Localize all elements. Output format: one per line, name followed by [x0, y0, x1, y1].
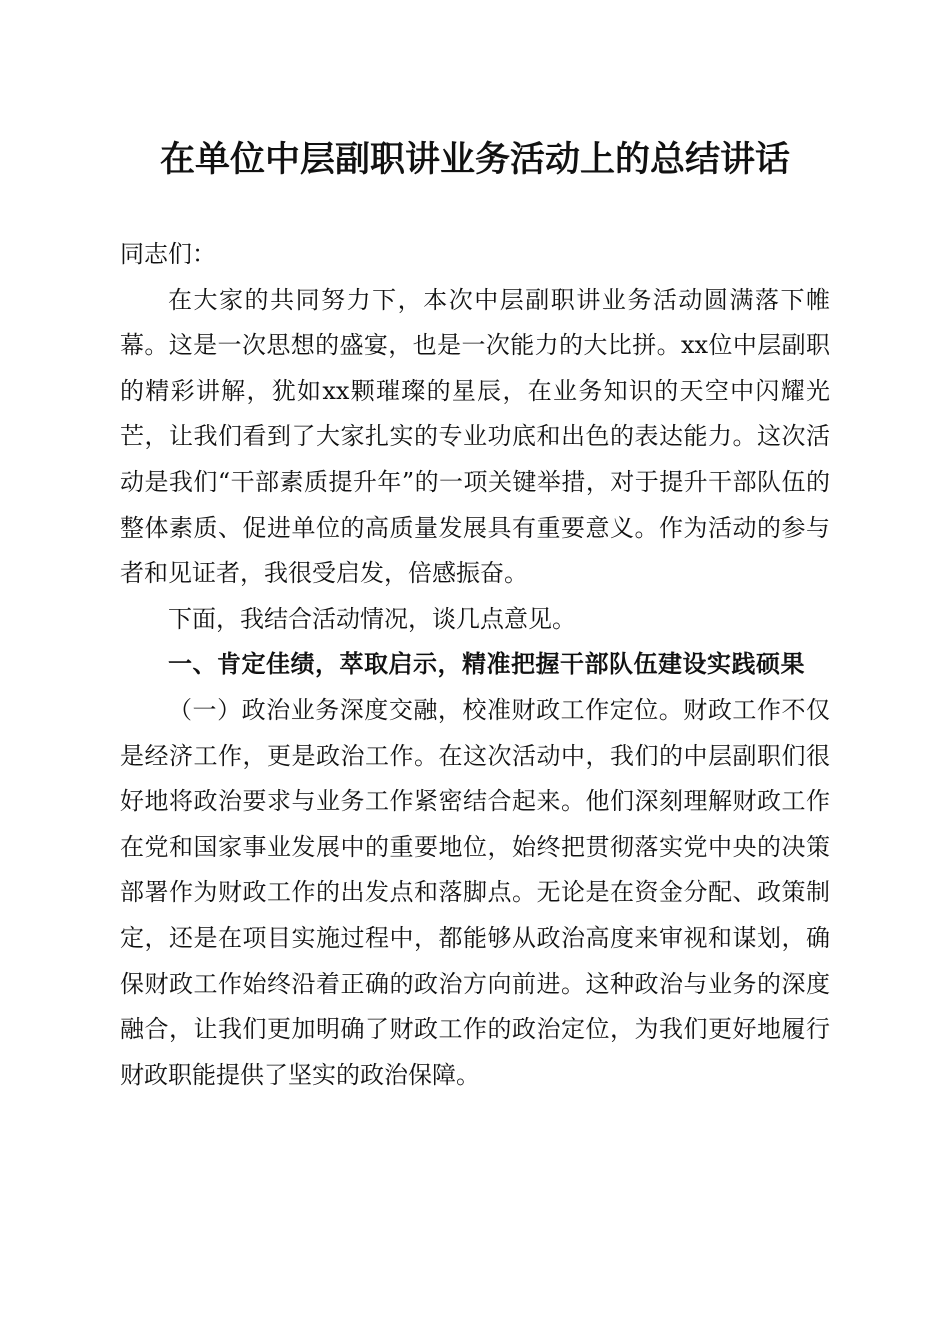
document-body [120, 232, 830, 1098]
paragraph-intro: 在大家的共同努力下，本次中层副职讲业务活动圆满落下帷幕。这是一次思想的盛宴，也是一次能力的大比拼。xx位中层副职的精彩讲解，犹如xx颗璀璨的星辰，在业务知识的天空中闪耀光芒，让我们看到了大家扎实的专业功底和出色的表达能力。这次活动是我们“干部素质提升年”的一项关键举措，对于提升干部队伍的整体素质、促进单位的高质量发展具有重要意义。作为活动的参与者和见证者，我很受启发，倍感振奋。 [120, 285, 830, 588]
salutation: 同志们： [120, 240, 216, 268]
paragraph-transition: 下面，我结合活动情况，谈几点意见。 [168, 604, 576, 633]
document-title: 在单位中层副职讲业务活动上的总结讲话 [159, 139, 790, 180]
paragraph-subsection-1: （一）政治业务深度交融，校准财政工作定位。财政工作不仅是经济工作，更是政治工作。在这次活动中，我们的中层副职们很好地将政治要求与业务工作紧密结合起来。他们深刻理解财政工作在党和国家事业发展中的重要地位，始终把贯彻落实党中央的决策部署作为财政工作的出发点和落脚点。无论是在资金分配、政策制定，还是在项目实施过程中，都能够从政治高度来审视和谋划，确保财政工作始终沿着正确的政治方向前进。这种政治与业务的深度融合，让我们更加明确了财政工作的政治定位，为我们更好地履行财政职能提供了坚实的政治保障。 [120, 695, 830, 1089]
section-heading: 一、肯定佳绩，萃取启示，精准把握干部队伍建设实践硕果 [168, 650, 805, 679]
